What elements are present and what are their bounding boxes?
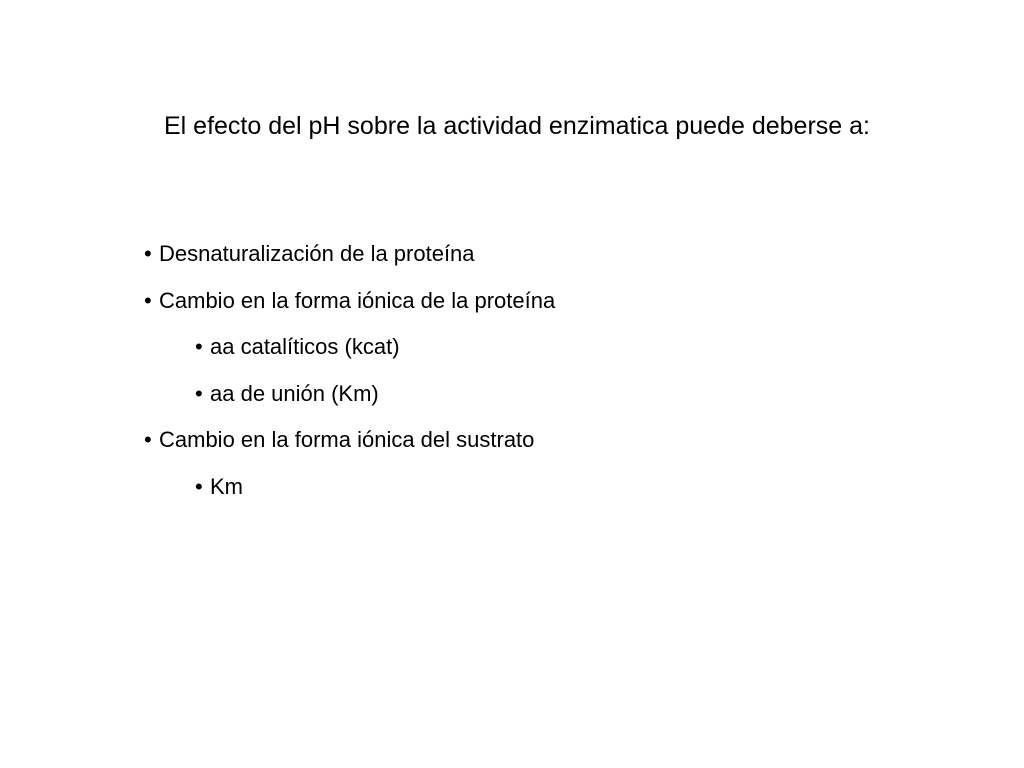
bullet-text: aa catalíticos (kcat) bbox=[210, 334, 400, 359]
bullet-marker: • bbox=[144, 427, 152, 452]
bullet-marker: • bbox=[195, 334, 203, 359]
bullet-text: Km bbox=[210, 473, 243, 499]
slide-title: El efecto del pH sobre la actividad enzimatica puede deberse a: bbox=[164, 112, 870, 140]
bullet-text: Cambio en la forma iónica del sustrato bbox=[159, 427, 535, 452]
bullet-item bbox=[144, 423, 555, 470]
bullet-list bbox=[144, 237, 555, 516]
bullet-text: Cambio en la forma iónica de la proteína bbox=[159, 287, 556, 313]
bullet-marker: • bbox=[195, 380, 203, 406]
bullet-marker: • bbox=[144, 241, 152, 266]
bullet-item bbox=[144, 237, 555, 284]
bullet-text: Desnaturalización de la proteína bbox=[159, 241, 475, 266]
sub-bullet-item bbox=[144, 330, 555, 377]
sub-bullet-item bbox=[144, 377, 555, 424]
sub-bullet-item bbox=[144, 470, 555, 517]
bullet-marker: • bbox=[144, 287, 152, 313]
bullet-text: aa de unión (Km) bbox=[210, 380, 379, 406]
bullet-marker: • bbox=[195, 473, 203, 499]
bullet-item bbox=[144, 284, 555, 331]
